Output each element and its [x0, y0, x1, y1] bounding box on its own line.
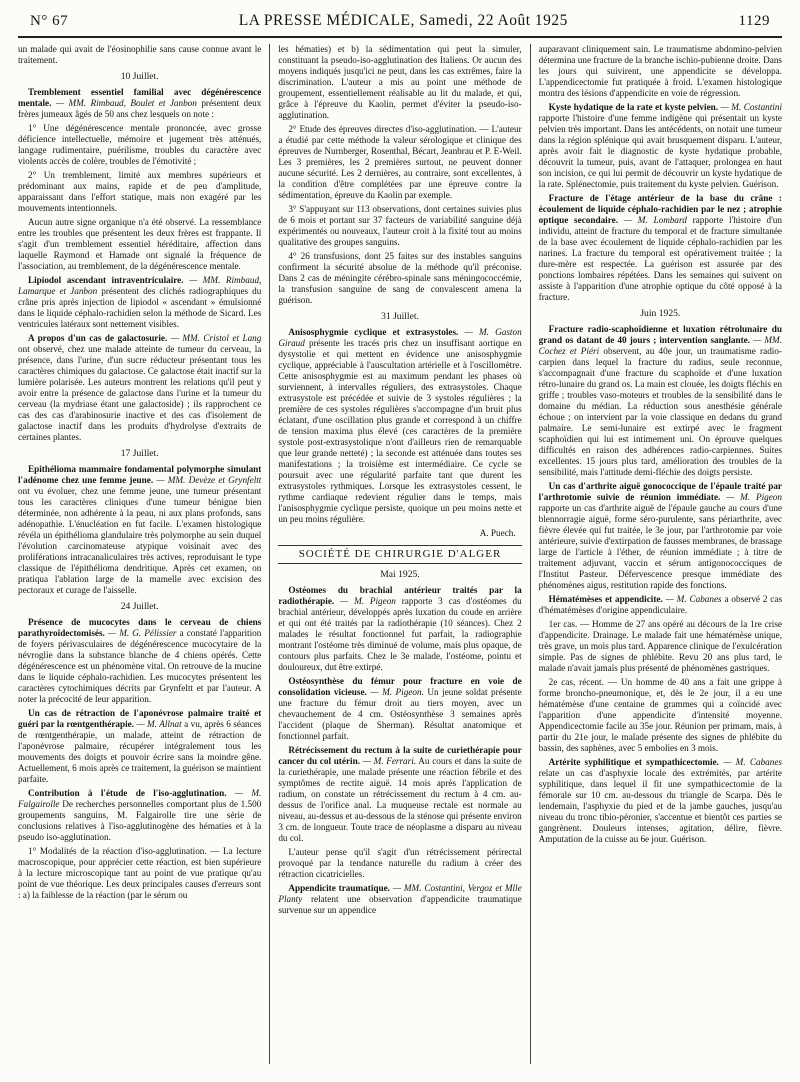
article-title: Anisosphygmie cyclique et extrasystoles. — [288, 327, 459, 337]
article — [278, 676, 521, 742]
article-text: présentent deux frères jumeaux âgés de 50 ans chez lesquels on note : — [18, 98, 262, 119]
society-heading: SOCIÉTÉ DE CHIRURGIE D'ALGER — [278, 545, 521, 564]
page-header — [18, 12, 782, 36]
article-text: présente les tracés pris chez un insuffisant aortique en dysystolie et qui mettent en évidence une anisosphygmie cyclique, appréciable à l'auscultation artérielle et à l'oscillomètre. Cette anisosphygmie est au maximum pendant les phases où surviennent, à intervalles réguliers, des extrasystoles. Chaque extrasystole est précédée et suivie de 3 systoles régulières ; la première de ces systoles régulières s'accompagne d'un bruit plus éclatant, d'une oscillation plus grande et correspond à un chiffre de tension maxima plus élevé (ces caractères de la première systole post-extrasystolique n'ont d'ailleurs rien de remarquable que leur grande netteté) ; la seconde est atténuée dans toutes ses manifestations ; la troisième est intermédiaire. Ce cycle se poursuit avec une régularité parfaite tant que durent les extrasystoles rythmiques. Lorsque les extrasystoles cessent, le rythme cardiaque redevient régulier dans le temps, mais l'anisosphygmie cyclique persiste, quoique un peu moins nette et un peu moins régulière. — [278, 338, 522, 524]
paragraph: 2° Un tremblement, limité aux membres supérieurs et prédominant aux mains, rapide et de peu d'amplitude, apparaissant dans l'effort statique, mais non exagéré par les mouvements intentionnels. — [18, 170, 262, 213]
article — [18, 788, 261, 843]
article-text: ont vu évoluer, chez une femme jeune, une tumeur présentant tous les caractères cliniques d'une tumeur bénigne bien déterminée, non adhérente à la peau, ni aux plans profonds, sans adénopathie. L'énucléation en fut facile. L'examen histologique révéla un épithélioma glandulaire très polymorphe au sein duquel l'évolution carcinomateuse atypique voisinait avec des proliférations intracanaliculaires très actives, reproduisant le type classique de l'épithélioma dendritique. Après cet examen, on pratiqua l'ablation large de la mamelle avec excision des pectoraux et curage de l'aisselle. — [18, 486, 262, 595]
issue-number: N° 67 — [30, 13, 69, 29]
paragraph: 1° Une dégénérescence mentale prononcée, avec grosse déficience intellectuelle, mémoire et jugement très atténués, langage rudimentaire, puérilisme, troubles du caractère avec violents accès de colère, troubles de l'émotivité ; — [18, 123, 262, 166]
article-text: relate un cas d'asphyxie locale des extrémités, par artérite syphilitique, dans lequel il fit une sympathicectomie de la fémorale sur 10 cm. au-dessous du triangle de Scarpa. Dès le lendemain, l'asphyxie du pied et de la jambe gauches, jusqu'au niveau du tronc tibio-péronier, s'accentue et bientôt ces parties se gangrènent. Douleurs intenses, agitation, délire, fièvre. Amputation de la cuisse au 6e jour. Guérison. — [538, 768, 782, 844]
column-1 — [18, 44, 261, 1064]
header-rule — [18, 36, 782, 38]
article-author: — MM. Cristol et Lang — [170, 333, 262, 343]
article-author: — M. Allnat — [136, 719, 182, 729]
article-author: — M. Pigeon. — [370, 687, 424, 697]
article-title: Un cas de rétraction de l'aponévrose palmaire traité et guéri par la rœntgenthérapie. — [18, 708, 262, 729]
article-author: — MM. Costantini, Vergoz et Mlle Planty — [278, 883, 522, 904]
article-text: observent, au 40e jour, un traumatisme radio-carpien dans lequel la fracture du radius, seule reconnue, s'accompagnait d'une fracture du scaphoïde et d'une luxation rétro-lunaire du grand os. La main est clouée, les doigts fléchis en griffe ; troubles vaso-moteurs et troubles de la sensibilité dans le domaine du médian. La réduction sous anesthésie générale échoue ; on intervient par la voie classique en dedans du grand palmaire. Le semi-lunaire est extirpé avec le fragment scaphoïdien qui lui est intimement uni. On éprouve quelques difficultés en raison des adhérences radio-carpiennes. Suites excellentes. 15 jours plus tard, amélioration des troubles de la sensibilité, mais l'attitude demi-fléchie des doigts persiste. — [538, 346, 782, 477]
article — [18, 333, 261, 443]
article-title: Hématémèses et appendicite. — [548, 594, 663, 604]
article-author: — MM. Cochez et Piéri — [538, 335, 782, 356]
article-author: — M. Costantini — [720, 102, 782, 112]
article-title: Kyste hydatique de la rate et kyste pelvien. — [548, 102, 719, 112]
paragraph: auparavant cliniquement sain. Le traumatisme abdomino-pelvien détermina une fracture de la branche ischio-pubienne droite. Dans les jours qui suivirent, une appendicite se développa. L'appendicectomie fut pratiquée à froid. L'examen histologique montra des lésions d'appendicite en voie de régression. — [538, 44, 782, 98]
paragraph: 2e cas, récent. — Un homme de 40 ans a fait une grippe à forme broncho-pneumonique, et, dès le 2e jour, il a eu une hématémèse d'une centaine de grammes qui a coïncidé avec l'apparition d'une appendicite d'intensité moyenne. Appendicectomie facile au 35e jour. Réunion per primam, mais, à partir du 21e jour, le malade présente des signes de phlébite du bassin, des saphènes, avec 5 embolies en 3 mois. — [538, 677, 782, 753]
article-author: — MM. Rimbaud, Lamarque et Janbon — [18, 275, 262, 296]
date-heading: 10 Juillet. — [120, 71, 159, 82]
article-author: — MM. Devèze et Grynfeltt — [156, 475, 262, 485]
article-author: — M. Pigeon — [726, 492, 782, 502]
paragraph: 4° 26 transfusions, dont 25 faites sur des instables sanguins confirment la sécurité absolue de la méthode qu'il préconise. Dans 2 cas de méningite cérébro-spinale sans méningococcémie, la transfusion sanguine de sang de convalescent amena la guérison. — [278, 251, 522, 305]
article-author: — M. Pigeon — [340, 596, 396, 606]
article-text: rapporte l'histoire d'une femme indigène qui présentait un kyste pelvien très important. Dans les antécédents, on notait une tumeur dans la région splénique qui avait brusquement disparu. L'auteur, après avoir fait le diagnostic de kyste hydatique probable, découvrit la tumeur, puis, avant de l'attaquer, prolongea en haut son incision, ce qui lui permit de découvrir un kyste hydatique de la rate. Splénectomie, puis traitement du kyste pelvien. Guérison. — [538, 113, 782, 189]
article-text: rapporte l'histoire d'un individu, atteint de fracture du temporal et de fracture simultanée de la base avec écoulement de liquide céphalo-rachidien par les narines. La fracture du temporal est opérativement traitée ; la dure-mère est respectée. La guérison est assurée par des ponctions lombaires répétées. Dans les semaines qui suivent on assiste à l'apparition d'une atrophie optique du côté opposé à la fracture. — [538, 215, 782, 302]
article — [18, 275, 261, 330]
article-text: Un jeune soldat présente une fracture du fémur droit au tiers moyen, avec un chevauchement de 4 cm. Ostéosynthèse 3 semaines après l'accident (plaque de Sherman). Résultat anatomique et fonctionnel parfait. — [278, 687, 522, 741]
article-text: a observé 2 cas d'hématémèses d'origine appendiculaire. — [538, 594, 782, 615]
paragraph: 1° Modalités de la réaction d'iso-agglutination. — La lecture macroscopique, pour apprécier cette réaction, est bien supérieure à la lecture microscopique tant au point de vue pratique qu'au point de vue théorique. Les deux principales causes d'erreurs sont : a) la faiblesse de la réaction (par le sérum ou — [18, 846, 262, 900]
article — [539, 481, 782, 591]
article — [539, 594, 782, 616]
paragraph: un malade qui avait de l'éosinophilie sans cause connue avant le traitement. — [18, 44, 262, 65]
article-text: rapporte un cas d'arthrite aiguë de l'épaule gauche au cours d'une blennorragie aiguë, forme séro-purulente, sans périarthrite, avec fièvre élevée qui fut traitée, le 3e jour, par l'arthrotomie par voie antérieure, suivie d'extirpation de fausses membranes, de brassage large de l'article à l'éther, de réunion immédiate ; à titre de traitement adjuvant, vaccin et sérum antigonococciques de l'Institut Pasteur. Défervescence presque immédiate des phénomènes aigus, restitution rapide des fonctions. — [538, 503, 782, 590]
article-author: — M. G. Pélissier — [107, 628, 177, 638]
journal-title: LA PRESSE MÉDICALE, Samedi, 22 Août 1925 — [238, 12, 568, 29]
paragraph: les hématies) et b) la sédimentation qui peut la simuler, constituant la pseudo-iso-agglutination des Italiens. Or aucun des moyens indiqués jusqu'ici ne peut, dans les cas extrêmes, faire la discrimination. L'auteur a mis au point une méthode de groupement, essentiellement réalisable au lit du malade, et qui, grâce à l'épreuve du Kaolin, permet d'éviter la pseudo-iso-agglutination. — [278, 44, 522, 120]
article-title: Ostéosynthèse du fémur pour fracture en voie de consolidation vicieuse. — [278, 676, 522, 697]
column-divider — [269, 44, 270, 1064]
column-divider — [530, 44, 531, 1064]
article — [278, 745, 521, 844]
paragraph: 1er cas. — Homme de 27 ans opéré au décours de la 1re crise d'appendicite. Drainage. Le malade fait une hématémèse unique, très grave, un mois plus tard. Apparence clinique de l'exulcération simple. Pas de signes de phlébite. Revu 20 ans plus tard, le malade n'avait jamais plus présenté de phénomènes gastriques. — [538, 619, 782, 673]
article-title: Artérite syphilitique et sympathicectomie. — [548, 757, 719, 767]
article-title: Lipiodol ascendant intraventriculaire. — [28, 275, 184, 285]
signature: A. Puech. — [479, 528, 516, 538]
article-author: — M. Cabanes — [723, 757, 782, 767]
article — [278, 585, 521, 673]
article-text: De recherches personnelles comportant plus de 1.500 groupements sanguins, M. Falgairolle tire une série de conclusions relatives à l'iso-agglutinogène des hématies et à la pseudo iso-agglutination. — [18, 799, 262, 842]
article — [278, 883, 521, 916]
article-author: — M. Cabanes — [665, 594, 722, 604]
article-text: relatent une observation d'appendicite traumatique survenue sur un appendice — [278, 894, 522, 915]
column-2 — [278, 44, 521, 1064]
article-title: Fracture radio-scaphoïdienne et luxation rétrolunaire du grand os datant de 40 jours ; intervention sanglante. — [538, 324, 782, 345]
article-author: — MM. Rimbaud, Boulet et Janbon — [55, 98, 197, 108]
article — [18, 708, 261, 785]
article-text: Au cours et dans la suite de la curiethérapie, une malade présente une réaction fébrile et des symptômes de rectite aiguë. 14 mois après l'application de radium, on constate un rétrécissement du rectum à 4 cm. au-dessus de l'orifice anal. La muqueuse rectale est normale au niveau, au-dessus et au-dessous de la sténose qui présente environ 3 cm. de longueur. Toute trace de néoplasme a disparu au niveau du col. — [278, 756, 522, 843]
page-number: 1129 — [738, 13, 770, 29]
article-text: rapporte 3 cas d'ostéomes du brachial antérieur, développés après luxation du coude en arrière et qui ont été traités par la radiothérapie (10 séances). Chez 2 malades le résultat fonctionnel fut parfait, la radiographie montrant l'ostéome très diminué de volume, mais plus opaque, de contours plus parfaits. Chez le 3e malade, l'ostéome, pointu et douloureux, dut être extirpé. — [278, 596, 522, 672]
date-heading: Mai 1925. — [380, 569, 420, 580]
article — [18, 464, 261, 596]
article-author: — M. Lombard — [623, 215, 687, 225]
date-heading: 31 Juillet. — [381, 311, 419, 322]
article-author: — M. Ferrari. — [362, 756, 417, 766]
article-title: Tremblement essentiel familial avec dégénérescence mentale. — [18, 87, 262, 108]
paragraph: Aucun autre signe organique n'a été observé. La ressemblance entre les troubles que présentent les deux frères est frappante. Il s'agit d'un tremblement essentiel héréditaire, affection dans laquelle Raymond et Hamade ont signalé la fréquence de l'association, au tremblement, de la dégénérescence mentale. — [18, 217, 262, 271]
date-heading: 17 Juillet. — [120, 448, 159, 459]
date-heading: Juin 1925. — [640, 308, 681, 319]
columns — [18, 44, 782, 1064]
article-title: Ostéomes du brachial antérieur traités par la radiothérapie. — [278, 585, 522, 606]
article — [539, 324, 782, 478]
article-text: a vu, après 6 séances de rœntgenthérapie, un malade, atteint de rétraction de l'aponévrose palmaire, récupérer intégralement tous les mouvements des doigts et pouvoir écrire sans la moindre gêne. Actuellement, 6 mois après ce traitement, la guérison se maintient parfaite. — [18, 719, 262, 784]
article-title: Un cas d'arthrite aiguë gonococcique de l'épaule traité par l'arthrotomie suivie de réunion immédiate. — [538, 481, 782, 502]
article-author: — M. Falgairolle — [18, 788, 262, 809]
article — [278, 327, 521, 525]
article — [539, 193, 782, 303]
article-text: ont observé, chez une malade atteinte de tumeur du cerveau, la présence, dans l'urine, d'un sucre réducteur présentant tous les caractères chimiques du galactose. Ce galactose était inactif sur la lumière polarisée. Les auteurs montrent les relations qu'il peut y avoir entre la présence de galactose dans l'urine et la tumeur du cerveau (la mydriase étant une galactoside) ; ils rapprochent ce cas des cas d'arabinosurie inactive et des cas d'isolement de galactose inactif dans les produits d'hydrolyse d'extraits de certaines plantes. — [18, 344, 262, 442]
column-3 — [539, 44, 782, 1064]
article-title: Contribution à l'étude de l'iso-agglutination. — [28, 788, 227, 798]
article-text: présentent des clichés radiographiques du crâne pris après injection de lipiodol « ascendant » émulsionné dans le liquide céphalo-rachidien selon la méthode de Sicard. Les ventricules latéraux sont nettement visibles. — [18, 286, 262, 329]
article-title: Présence de mucocytes dans le cerveau de chiens parathyroïdectomisés. — [18, 617, 262, 638]
paragraph: L'auteur pense qu'il s'agit d'un rétrécissement périrectal provoqué par la tendance naturelle du radium à créer des rétraction cicatricielles. — [278, 847, 522, 879]
article-title: Epithélioma mammaire fondamental polymorphe simulant l'adénome chez une femme jeune. — [18, 464, 262, 485]
article — [539, 102, 782, 190]
article-author: — M. Gaston Giraud — [278, 327, 522, 348]
article-text: a constaté l'apparition de foyers périvasculaires de dégénérescence mucocytaire de la névroglie dans la substance blanche de 4 chiens opérés. Cette dégénérescence est un phénomène vital. On retrouve de la mucine dans le liquide céphalo-rachidien. Les mucocytes présentent les caractères cytochimiques décrits par Grynfeltt et par l'auteur. A noter la précocité de leur apparition. — [18, 628, 262, 704]
article — [18, 87, 261, 120]
article-title: Rétrécissement du rectum à la suite de curiethérapie pour cancer du col utérin. — [278, 745, 522, 766]
paragraph: 2° Etude des épreuves directes d'iso-agglutination. — L'auteur a étudié par cette méthode la valeur sérologique et clinique des épreuves de Nurnberger, Rosenthal, Bécart, Jeanbrau et P. E-Weil. Les 3 premières, les 2 premières surtout, ne peuvent donner aucune sécurité. Les 2 dernières, au contraire, sont excellentes, à la condition d'être complétées par une épreuve contre la sédimentation, épreuve du Kaolin par exemple. — [278, 124, 522, 200]
article-title: Fracture de l'étage antérieur de la base du crâne : écoulement de liquide céphalo-rachidien par le nez ; atrophie optique secondaire. — [538, 193, 782, 225]
date-heading: 24 Juillet. — [120, 601, 159, 612]
paragraph: 3° S'appuyant sur 113 observations, dont certaines suivies plus de 6 mois et portant sur 37 facteurs de variabilité sanguine déjà expérimentés ou nouveaux, l'auteur croit à la fixité tout au moins qualitative des groupes sanguins. — [278, 204, 522, 247]
article-title: A propos d'un cas de galactosurie. — [28, 333, 168, 343]
article — [539, 757, 782, 845]
article-title: Appendicite traumatique. — [288, 883, 390, 893]
article — [18, 617, 261, 705]
